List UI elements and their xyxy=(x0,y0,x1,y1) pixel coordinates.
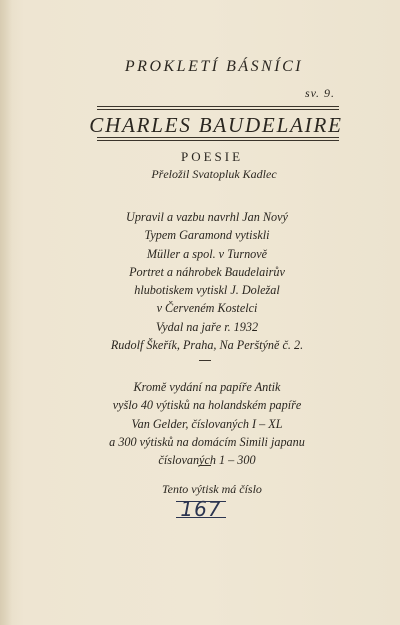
colophon-line: v Červeném Kostelci xyxy=(156,301,258,316)
series-volume: sv. 9. xyxy=(304,86,336,100)
colophon-line: Upravil a vazbu navrhl Jan Nový xyxy=(126,210,288,224)
copy-number-handwritten xyxy=(178,497,224,521)
colophon-line: Rudolf Škeřík, Praha, Na Perštýně č. 2. xyxy=(110,338,304,353)
author-name: CHARLES BAUDELAIRE xyxy=(89,113,343,137)
colophon-line: hlubotiskem vytiskl J. Doležal xyxy=(134,283,280,298)
edition-line: Van Gelder, číslovaných I – XL xyxy=(131,416,283,431)
series-title: PROKLETÍ BÁSNÍCI xyxy=(124,58,304,75)
copy-number-overline xyxy=(176,501,226,502)
edition-line: Kromě vydání na papíře Antik xyxy=(133,380,281,394)
colophon-line: Typem Garamond vytiskli xyxy=(144,228,270,243)
colophon-line: Vydal na jaře r. 1932 xyxy=(155,319,259,334)
edition-note-block xyxy=(0,378,400,469)
genre-title: POESIE xyxy=(180,149,244,164)
colophon-block xyxy=(0,208,400,354)
double-rule-top xyxy=(97,106,339,107)
section-dash xyxy=(199,465,211,466)
colophon-line: Portret a náhrobek Baudelairův xyxy=(129,264,285,279)
section-dash xyxy=(199,360,211,361)
copy-number-underline xyxy=(176,517,226,518)
double-rule-bottom xyxy=(97,137,339,138)
translator-credit: Přeložil Svatopluk Kadlec xyxy=(151,167,277,181)
edition-line: číslovaných 1 – 300 xyxy=(158,453,256,468)
double-rule-bottom-inner xyxy=(97,140,339,141)
colophon-line: Müller a spol. v Turnově xyxy=(146,246,268,261)
edition-line: vyšlo 40 výtisků na holandském papíře xyxy=(112,398,302,413)
copy-number-label: Tento výtisk má číslo xyxy=(162,482,262,496)
copy-number-value: 167 xyxy=(180,497,222,521)
edition-line: a 300 výtisků na domácím Simili japanu xyxy=(109,434,305,449)
double-rule-top-inner xyxy=(97,109,339,110)
